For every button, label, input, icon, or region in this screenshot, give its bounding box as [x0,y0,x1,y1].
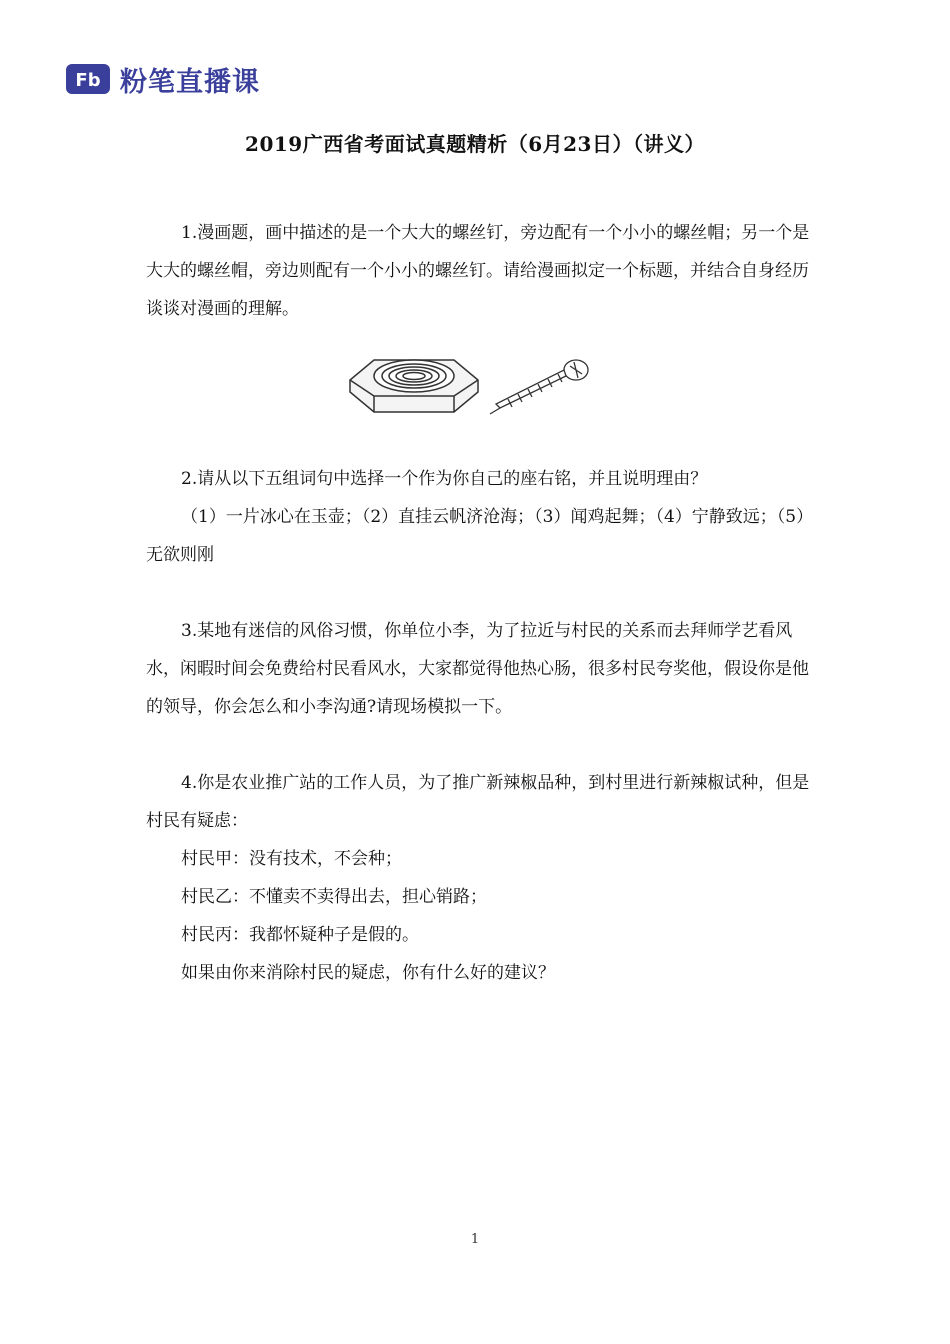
villager-a-concern: 村民甲：没有技术，不会种； [181,849,402,869]
hex-nut-icon [350,360,478,412]
villager-c-concern: 村民丙：我都怀疑种子是假的。 [181,925,419,945]
villager-b-concern: 村民乙：不懂卖不卖得出去，担心销路； [181,887,487,907]
question-4 [146,764,810,992]
document-body [146,214,810,1030]
question-4-text: 4.你是农业推广站的工作人员，为了推广新辣椒品种，到村里进行新辣椒试种，但是村民有疑虑： [146,773,810,831]
question-2-options: （1）一片冰心在玉壶；（2）直挂云帆济沧海；（3）闻鸡起舞；（4）宁静致远；（5）无欲则刚 [146,507,805,565]
question-1 [146,214,810,422]
question-3 [146,612,810,726]
logo-text: 粉笔直播课 [120,66,260,98]
brand-logo [66,62,260,96]
logo-mark-text: Fb [75,70,101,91]
question-1-text: 1.漫画题，画中描述的是一个大大的螺丝钉，旁边配有一个小小的螺丝帽；另一个是大大的螺丝帽，旁边则配有一个小小的螺丝钉。请给漫画拟定一个标题，并结合自身经历谈谈对漫画的理解。 [146,223,810,319]
nut-and-screw-illustration [344,346,606,422]
page-number: 1 [470,1232,480,1247]
question-4-prompt: 如果由你来消除村民的疑虑，你有什么好的建议？ [181,963,555,983]
question-2-text: 2.请从以下五组词句中选择一个作为你自己的座右铭，并且说明理由？ [181,469,708,489]
document-title: 2019广西省考面试真题精析（6月23日）（讲义） [245,132,705,156]
comic-figure [146,346,810,422]
question-2 [146,460,810,574]
screw-icon [490,360,588,414]
fb-logo-icon [66,64,110,94]
question-3-text: 3.某地有迷信的风俗习惯，你单位小李，为了拉近与村民的关系而去拜师学艺看风水，闲暇时间会免费给村民看风水，大家都觉得他热心肠，很多村民夸奖他，假设你是他的领导，你会怎么和小李沟通?请现场模拟一下。 [146,621,809,717]
